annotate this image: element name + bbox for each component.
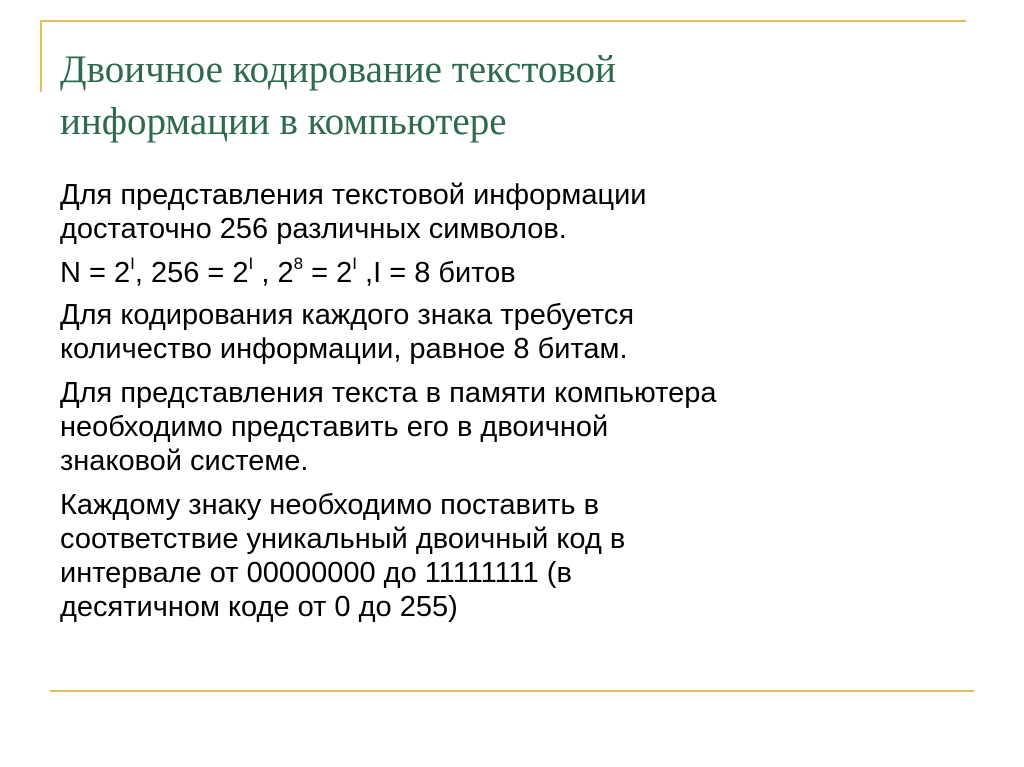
left-decorative-rule [40,20,42,92]
formula-part: ,I = 8 битов [356,257,516,289]
paragraph-line: достаточно 256 различных символов. [60,213,567,245]
formula-part: , 2 [253,257,294,289]
paragraph-unique-binary-code [60,488,960,624]
slide-title [60,44,960,148]
paragraph-256-symbols [60,178,960,246]
paragraph-line: Каждому знаку необходимо поставить в [60,489,600,521]
formula-superscript: 8 [293,254,304,273]
paragraph-8-bits [60,298,960,366]
paragraph-line: количество информации, равное 8 битам. [60,333,628,365]
bottom-decorative-rule [50,690,974,692]
top-decorative-rule [40,20,966,22]
formula-line [60,256,960,290]
paragraph-line: Для представления текста в памяти компьютера [60,377,717,409]
formula-part: , 256 = 2 [134,257,249,289]
formula-part: N = 2 [60,257,131,289]
slide-body [60,178,960,634]
paragraph-line: соответствие уникальный двоичный код в [60,523,626,555]
paragraph-line: Для представления текстовой информации [60,179,647,211]
title-line-2: информации в компьютере [60,100,507,143]
formula-superscript: I [130,254,135,273]
paragraph-line: необходимо представить его в двоичной [60,411,609,443]
paragraph-line: интервале от 00000000 до 11111111 (в [60,557,572,589]
title-line-1: Двоичное кодирование текстовой [60,48,616,91]
formula-superscript: I [352,254,357,273]
paragraph-memory-representation [60,376,960,478]
paragraph-line: знаковой системе. [60,445,309,477]
paragraph-line: десятичном коде от 0 до 255) [60,591,458,623]
formula-superscript: I [248,254,254,273]
paragraph-line: Для кодирования каждого знака требуется [60,299,635,331]
formula-part: = 2 [303,257,353,289]
